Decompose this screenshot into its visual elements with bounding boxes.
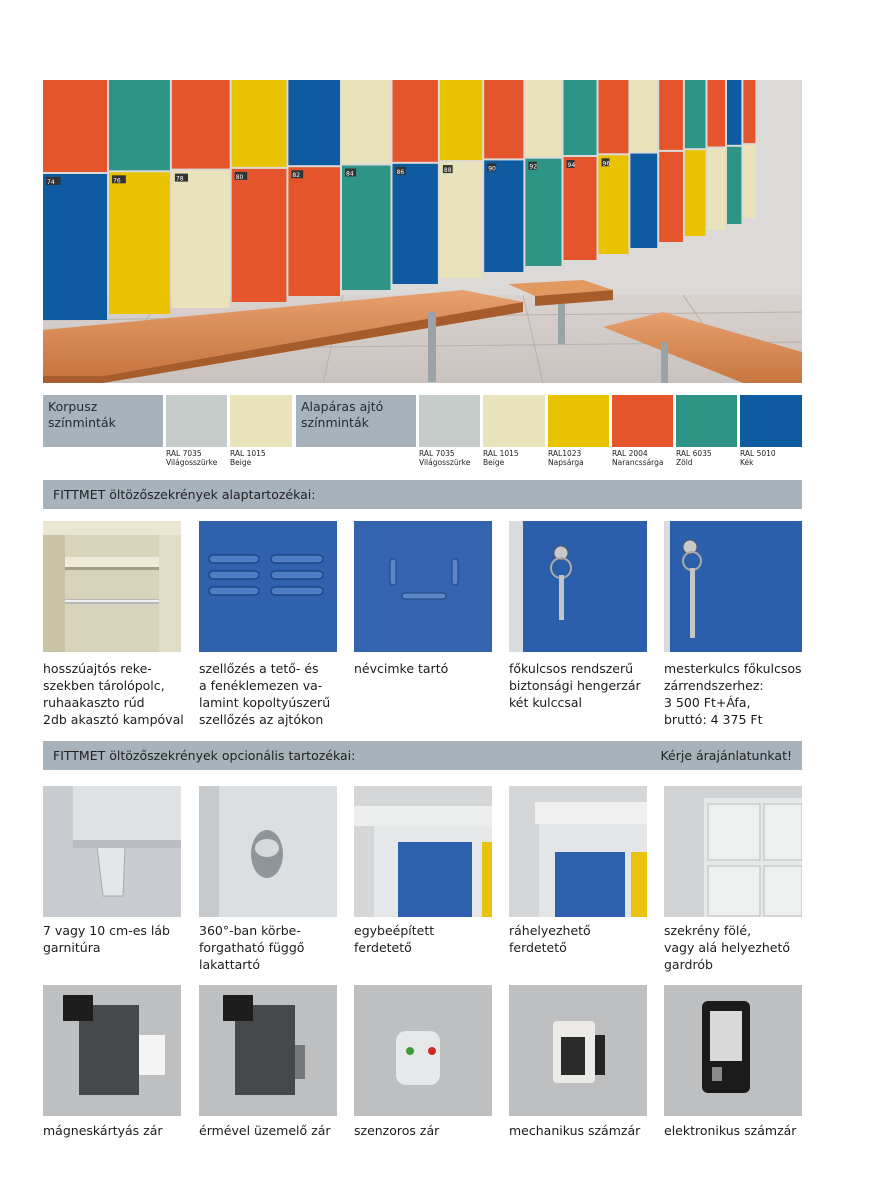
swatch-caption: RAL 7035 Világosszürke [419,449,471,467]
locker-door-lower [564,157,597,260]
locker-door-upper [685,80,706,148]
locker-door-lower [393,164,438,284]
locker-number: 84 [346,170,354,178]
locker-door-upper [342,80,391,164]
ventilation-slots-photo [199,521,337,652]
swatch-caption: RAL1023 Napsárga [548,449,584,467]
optional-caption-0: 7 vagy 10 cm-es láb garnitúra [43,923,170,955]
locker-door-upper [440,80,482,160]
request-quote-text: Kérje árajánlatunkat! [660,748,792,763]
swatch-caption: RAL 5010 Kék [740,449,776,467]
label-line: színminták [301,415,369,430]
label-line: színminták [48,415,116,430]
swatch-door-4 [676,395,737,447]
swatch-body-1 [230,395,292,447]
cylinder-lock-photo [509,521,647,652]
locker-number: 74 [47,179,55,186]
swatch-door-5 [740,395,802,447]
locker-door-lower [172,171,230,308]
locker-door-upper [727,80,741,145]
locker-door-lower [43,174,107,320]
locker-door-upper [288,80,340,165]
legs-photo [43,786,181,917]
locker-number: 78 [175,175,184,183]
optional-caption-4: szekrény fölé, vagy alá helyezhető gardrób [664,923,791,972]
locker-door-upper [172,80,230,169]
swatch-door-3 [612,395,673,447]
locker-door-lower [630,154,657,248]
locker-door-upper [43,80,107,172]
shelf-rail-photo [43,521,181,652]
door-color-samples-label [296,395,416,447]
optional-caption-5: mágneskártyás zár [43,1123,163,1138]
locker-door-lower [525,159,561,266]
locker-door-upper [659,80,683,150]
locker-door-upper [484,80,523,158]
optional-caption-1: 360°-ban körbe- forgatható függő lakattartó [199,923,305,972]
swatch-door-2 [548,395,609,447]
swatch-body-0 [166,395,227,447]
locker-door-upper [525,80,561,157]
electronic-combination-lock-photo [664,985,802,1116]
locker-door-upper [564,80,597,155]
swatch-caption: RAL 1015 Beige [230,449,266,467]
swatch-caption: RAL 7035 Világosszürke [166,449,218,467]
body-color-samples-label [43,395,163,447]
locker-door-upper [630,80,657,152]
mechanical-combination-lock-photo [509,985,647,1116]
locker-room-photo [43,80,802,383]
accessory-caption-4: mesterkulcs főkulcsos zárrendszerhez: 3 500 Ft+Áfa, bruttó: 4 375 Ft [664,661,802,727]
optional-caption-3: ráhelyezhető ferdetető [509,923,591,955]
name-tag-holder-photo [354,521,492,652]
coin-operated-lock-photo [199,985,337,1116]
locker-door-lower [288,167,340,296]
swatch-caption: RAL 2004 Narancssárga [612,449,664,467]
locker-door-lower [109,172,170,314]
optional-caption-8: mechanikus számzár [509,1123,641,1138]
accessory-caption-2: névcimke tartó [354,661,449,676]
add-on-sloped-roof-photo [509,786,647,917]
locker-number: 82 [292,172,301,180]
section-title: FITTMET öltözőszekrények opcionális tartozékai: [53,748,356,763]
locker-door-lower [708,149,726,231]
locker-door-upper [232,80,287,167]
locker-door-lower [342,166,391,291]
locker-door-lower [727,147,741,224]
locker-number: 76 [113,177,121,185]
locker-door-lower [232,169,287,302]
optional-accessories-heading [43,741,802,770]
locker-number: 90 [488,165,496,173]
swatch-caption: RAL 6035 Zöld [676,449,712,467]
optional-caption-6: érmével üzemelő zár [199,1123,331,1138]
locker-number: 88 [443,167,452,175]
locker-number: 92 [529,163,538,171]
wardrobe-box-photo [664,786,802,917]
locker-door-upper [109,80,170,170]
locker-number: 96 [602,160,611,168]
label-line: Korpusz [48,399,98,414]
basic-accessories-heading [43,480,802,509]
locker-door-lower [743,145,755,218]
swatch-door-0 [419,395,480,447]
master-key-photo [664,521,802,652]
built-in-sloped-roof-photo [354,786,492,917]
locker-door-upper [743,80,755,143]
locker-number: 86 [396,168,405,176]
locker-door-upper [708,80,726,147]
locker-door-lower [440,162,482,278]
swatch-door-1 [483,395,545,447]
locker-door-lower [484,160,523,272]
swatch-caption: RAL 1015 Beige [483,449,519,467]
optional-caption-2: egybeépített ferdetető [354,923,435,955]
optional-caption-9: elektronikus számzár [664,1123,797,1138]
locker-number: 94 [567,162,576,169]
locker-number: 80 [235,173,244,181]
section-title: FITTMET öltözőszekrények alaptartozékai: [53,487,316,502]
sensor-lock-photo [354,985,492,1116]
locker-door-lower [659,152,683,242]
locker-door-upper [393,80,438,162]
accessory-caption-0: hosszúajtós reke- szekben tárolópolc, ruhaakaszto rúd 2db akasztó kampóval [43,661,184,727]
accessory-caption-1: szellőzés a tető- és a fenéklemezen va- lamint kopoltyúszerű szellőzés az ajtókon [199,661,331,727]
label-line: Alapáras ajtó [301,399,384,414]
accessory-caption-3: főkulcsos rendszerű biztonsági hengerzár két kulccsal [509,661,641,710]
padlock-holder-photo [199,786,337,917]
locker-door-upper [599,80,629,153]
optional-caption-7: szenzoros zár [354,1123,440,1138]
locker-door-lower [599,155,629,254]
magnetic-card-lock-photo [43,985,181,1116]
locker-door-lower [685,150,706,236]
